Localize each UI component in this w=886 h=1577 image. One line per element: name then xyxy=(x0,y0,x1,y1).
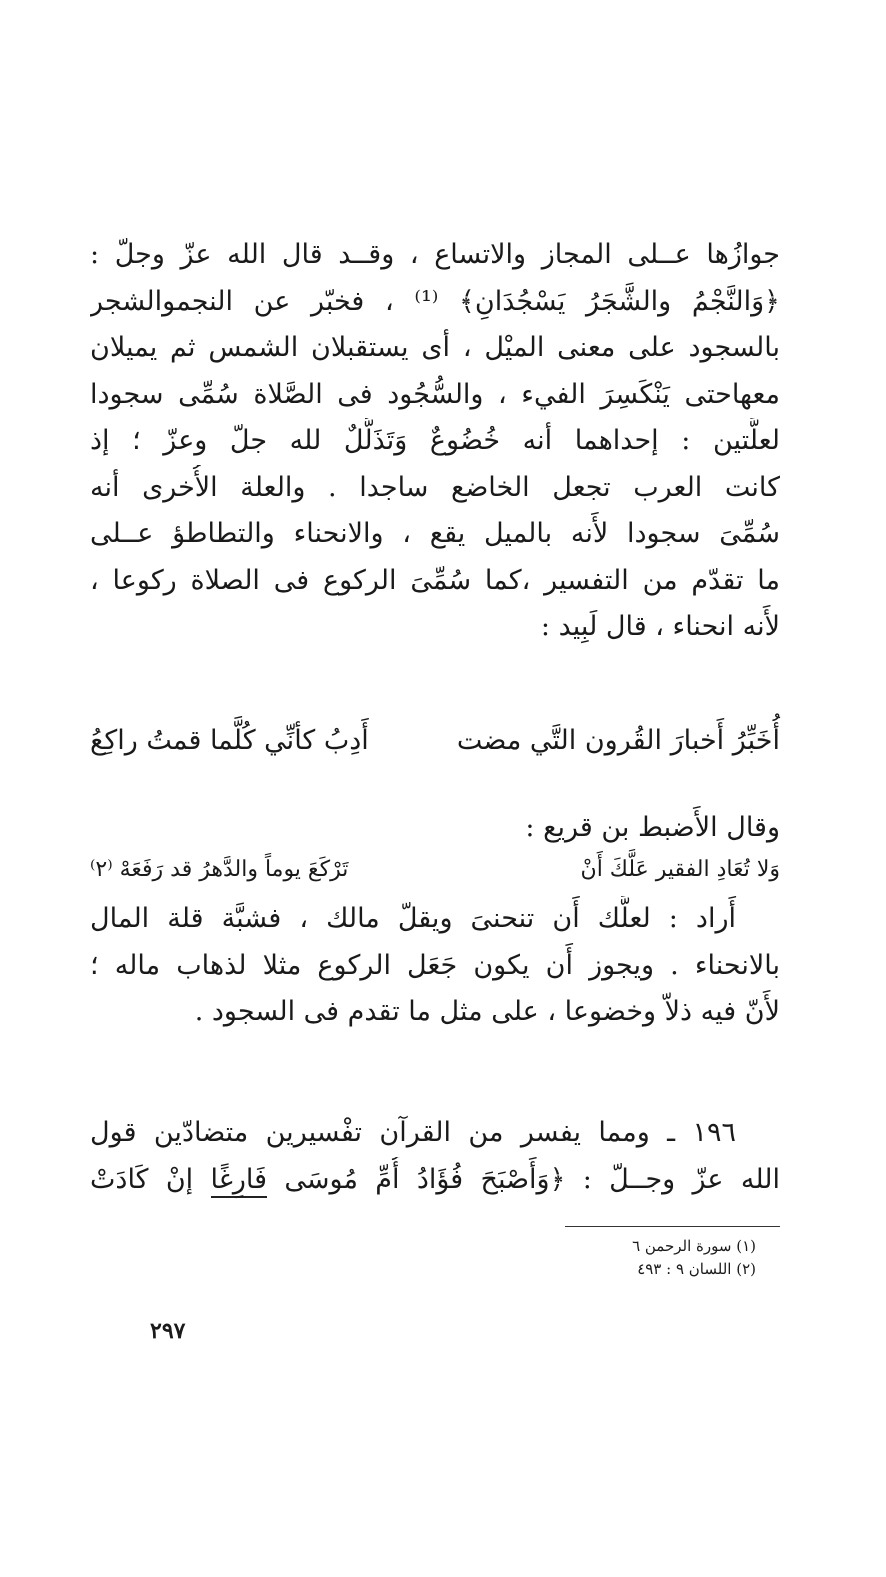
underlined-word: فَارِغًا xyxy=(211,1164,268,1198)
text-line: معهاحتى يَنْكَسِرَ الفيء ، والسُّجُود فى الصَّلاة سُمِّى سجودا xyxy=(90,378,780,410)
text-line xyxy=(90,1157,780,1204)
page-number: ٢٩٧ xyxy=(150,1318,186,1344)
text-line: بالانحناء . ويجوز أَن يكون جَعَل الركوع مثلا لذهاب ماله ؛ xyxy=(90,949,780,981)
text-line: أَراد : لعلَّك أَن تنحنىَ ويقلّ مالك ، فشبَّة قلة المال xyxy=(90,903,736,934)
text-line: سُمِّىَ سجودا لأَنه بالميل يقع ، والانحناء والتطاطؤ عــلى xyxy=(90,518,780,549)
text-line: لأَنّ فيه ذلاّ وخضوعا ، على مثل ما تقدم فى السجود . xyxy=(194,996,780,1027)
footnote-2: (٢) اللسان ٩ : ٤٩٣ xyxy=(637,1260,756,1278)
text-line: ١٩٦ ـ ومما يفسر من القرآن تفْسيرين متضادّين قول xyxy=(90,1117,736,1148)
text-segment: إنْ كَادَتْ xyxy=(90,1163,211,1195)
text-line: جوازُها عــلى المجاز والاتساع ، وقــد قال الله عزّ وجلّ : xyxy=(90,239,780,270)
text-segment: الله عزّ وجــلّ : ﴿وَأَصْبَحَ فُؤَادُ أُمِّ مُوسَى xyxy=(267,1163,780,1195)
paragraph-2 xyxy=(90,1110,780,1203)
verse-hemistich-second: تَرْكَعَ يوماً والدَّهرُ قد رَفَعَهْ ⁽٢⁾ xyxy=(90,857,349,882)
poetry-verse-labid xyxy=(90,718,780,764)
text-line: بالسجود على معنى الميْل ، أى يستقبلان الشمس ثم يميلان xyxy=(90,332,780,363)
verse-hemistich-second: أَدِبُ كأنِّي كُلَّما قمتُ راكِعُ xyxy=(90,725,369,756)
text-line: كانت العرب تجعل الخاضع ساجدا . والعلة الأُخرى أنه xyxy=(90,471,780,503)
text-line: ﴿وَالنَّجْمُ والشَّجَرُ يَسْجُدَانِ﴾ ⁽¹⁾ ، فخبّر عن النجموالشجر xyxy=(90,285,780,317)
footnote-divider xyxy=(565,1226,780,1227)
verse-hemistich-first: وَلا تُعَادِ الفقير عَلَّكَ أَنْ xyxy=(580,857,780,882)
paragraph-1 xyxy=(90,232,780,651)
paragraph-1-continued xyxy=(90,896,780,1036)
text-line: لعلَّتين : إحداهما أنه خُضُوعٌ وَتَذَلُّلٌ لله جلّ وعزّ ؛ إذ xyxy=(90,425,780,456)
verse-introduction: وقال الأَضبط بن قريع : xyxy=(525,812,780,843)
verse-hemistich-first: أُخَبِّرُ أَخبارَ القُرون التَّي مضت xyxy=(456,725,780,756)
poetry-verse-adbat xyxy=(90,850,780,890)
text-line: لأَنه انحناء ، قال لَبِيد : xyxy=(540,611,780,642)
footnote-1: (١) سورة الرحمن ٦ xyxy=(632,1237,756,1255)
text-line: ما تقدّم من التفسير ،كما سُمِّىَ الركوع فى الصلاة ركوعا ، xyxy=(90,564,780,596)
